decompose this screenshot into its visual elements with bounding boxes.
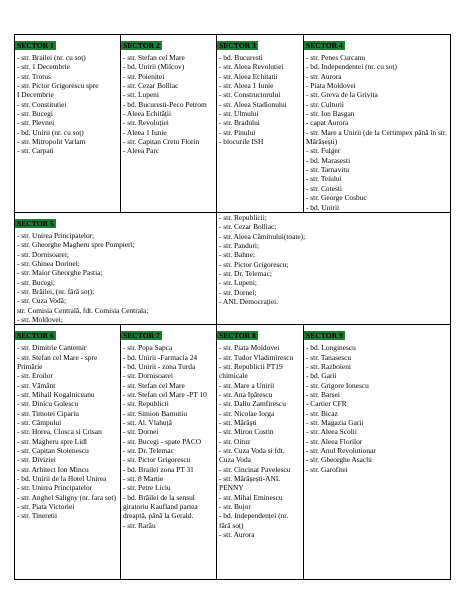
street-item: - str. Rarău [123, 520, 156, 530]
street-item: - str. Aleea Căminului(toate); [219, 231, 306, 241]
street-item: - str. Câmpului [17, 418, 62, 428]
street-item: - str. Aurora [219, 530, 255, 540]
street-item: - str. Anghel Saligny (nr. fara sot) [17, 492, 116, 502]
street-item: - str. Fulger [306, 146, 341, 156]
street-item: - str. Gheorghe Asachi [306, 455, 372, 465]
street-item: - str. Ion Basgan [306, 109, 355, 119]
street-item: - str. Daliu Zamfirescu [219, 399, 286, 409]
street-item: - str. Dr. Telemac; [219, 268, 272, 278]
table-row [15, 35, 451, 213]
street-item: - str. Garofitei [306, 464, 348, 474]
street-item: - str. Dornisoarei; [17, 249, 69, 259]
street-item: - str. George Cosbuc [306, 193, 367, 203]
street-item: - str. Maior Gheorghe Pastia; [17, 268, 103, 278]
street-item: - str. Plevnei [17, 118, 55, 128]
street-item: - str. Dornei; [219, 287, 257, 297]
street-item: - str. Greva de la Grivita [306, 90, 378, 100]
street-item: - str. Aleea Florilor [306, 436, 363, 446]
street-item: - str. Republicii PT19 chimicale [219, 361, 283, 381]
street-item: - str. Constructorului [219, 90, 281, 100]
street-item: - str. Brăilei, (nr. fără soț); [17, 286, 95, 296]
street-item: - str. Carpati [17, 146, 54, 156]
street-item: - str. Popa Sapca [123, 343, 173, 353]
street-item: - bd. Marasesti [306, 155, 351, 165]
street-item: - bd. Garii [306, 371, 337, 381]
street-item: - str. Pictor Grigorescu; [219, 259, 289, 269]
street-item: - ANL Democrației. [219, 296, 279, 306]
street-item: - Cartier CFR [306, 399, 347, 409]
street-item: - str. Capitan Stoienescu [17, 446, 89, 456]
street-item: - str. Mărășești-ANL PENNY [219, 474, 281, 493]
sector-4-cell [304, 35, 451, 213]
street-item: - str. Tarnavitu [306, 165, 350, 175]
street-item: - str. Aleea Stadionului [219, 99, 287, 109]
street-item: - bd. Independentei (nr. cu soț) [306, 62, 397, 72]
street-item: - bd. Unirii -Farmacia 24 [123, 352, 198, 362]
street-item: - str. Eroilor [17, 371, 53, 381]
street-item: - str. Cezar Bolliac; [219, 222, 277, 232]
street-item: - str. 1 Decembrie [17, 62, 70, 72]
street-item: - str. Ana Ipătescu [219, 390, 273, 399]
street-item: - str. Dr. Telemac [123, 446, 174, 456]
street-item: - str. Petre Liciu [123, 483, 171, 493]
street-item: - bd. Brăilei de la sensul giratoriu Kaufland partea dreaptă, până la Gerald. [123, 492, 198, 521]
street-item: - str. Penes Curcanu [306, 53, 366, 62]
street-item: - str. Miron Costin [219, 427, 274, 437]
street-item: - str. Bujor [219, 502, 251, 512]
street-item: - str. Bucegi; [17, 277, 55, 287]
street-list [304, 343, 450, 474]
sector-7-cell [121, 325, 217, 580]
street-item: - str. Bradului [219, 118, 260, 128]
street-item: - str. Moldovei; [17, 314, 63, 324]
street-item: - str. Ulmului [219, 109, 259, 119]
sector-8-cell [217, 325, 304, 580]
street-list [121, 53, 216, 156]
street-item: - str. Poienitei [123, 71, 165, 81]
sector-1-cell [15, 35, 121, 213]
street-item: - str. Culturii [306, 99, 344, 109]
street-item: - str. Bucegi - spate PACO [123, 436, 202, 446]
street-list [15, 343, 120, 521]
street-item: - str. Aleea Revolutiei [219, 62, 284, 72]
street-item: - str. Razboieni [306, 361, 351, 371]
street-item: - str. Unirea Principatelor [17, 483, 93, 493]
street-item: - str. Mihail Kogalniceanu [17, 390, 95, 399]
street-item: - str. Panduri; [219, 240, 260, 250]
street-item: - str. Arhitect Ion Mincu [17, 464, 89, 474]
street-item: - str. Aleea 1 Iunie [219, 81, 274, 91]
street-item: - Aleea 1 Iunie [123, 127, 167, 137]
street-item: - str. Gheorghe Magheru spre Pompieri; [17, 240, 135, 250]
street-item: - str. Stefan cel Mare [123, 53, 185, 62]
street-item: - bd. Unirii [306, 202, 340, 212]
street-item: - str. Mare a Unirii [219, 380, 275, 390]
sector-title: SECTOR 4 [306, 41, 343, 50]
sector-9-cell [304, 325, 451, 580]
street-list [217, 53, 303, 146]
street-item: - str. Timotei Cipariu [17, 408, 80, 418]
sector-title: SECTOR 3 [219, 41, 256, 50]
street-item: - str. Simion Barnutiu [123, 408, 188, 418]
street-item: - str. Cuza Vodă; [17, 296, 66, 306]
sector-6-cell [15, 325, 121, 580]
street-item: - str. Stefan cel Mare [123, 380, 185, 390]
street-item: - str. 8 Martie [123, 474, 164, 484]
street-item: - str. Vământ [17, 380, 56, 390]
street-item: - bd. Unirii (Milcov) [123, 62, 185, 72]
street-item: - str. Magheru spre Lidl [17, 436, 87, 446]
street-item: - str. Bahne; [219, 250, 255, 260]
street-item: - str. Nicolae Iorga [219, 408, 275, 418]
street-item: - str. Pinului [219, 127, 256, 137]
street-item: - str. Anul Revolutionar [306, 446, 376, 456]
street-item: - str. Piata Moldovei [219, 343, 280, 353]
street-item: - str. Lupeni [123, 90, 159, 100]
street-item: - str. Trotus [17, 71, 51, 81]
street-item: - bd. Brailei zona PT 31 [123, 464, 194, 474]
sector-title: SECTOR 7 [123, 331, 160, 341]
street-item: str. Comisia Centrală, fdt. Comisia Centrala; [17, 305, 149, 315]
street-item: - str. Bicaz [306, 408, 338, 418]
street-item: - str. Pictor Grigorescu spre [17, 81, 99, 91]
street-item: - str. Aleea Scolii [306, 427, 357, 437]
sector-title: SECTOR 8 [219, 331, 256, 341]
street-item: - str. Dimitrie Cantemir [17, 343, 87, 353]
street-item: - Aleea Parc [123, 146, 160, 156]
street-item: - str. Stefan cel Mare -PT 10 [123, 390, 207, 399]
street-item: I Decembrie [17, 90, 54, 100]
street-item: - str. Republicii; [219, 212, 267, 222]
street-item: - str. Republicii [123, 399, 169, 409]
street-item: - str. Mihai Eminescu [219, 492, 283, 502]
street-item: - Piata Moldovei [306, 81, 356, 91]
street-list [15, 231, 216, 324]
street-item: - str. Unirea Principatelor; [17, 230, 95, 240]
street-item: - str. Pictor Grigorescu [123, 455, 191, 465]
table-row [15, 325, 451, 580]
street-item: - str. Mărăști [219, 418, 257, 428]
street-item: - str. Barsei [306, 390, 340, 399]
street-item: - str. Bucegi [17, 109, 53, 119]
street-item: - str. Oituz [219, 436, 251, 446]
street-item: - bd. Unirii (nr. cu soț) [17, 127, 84, 137]
sector-title: SECTOR 1 [17, 41, 54, 50]
street-item: - str. Lupeni; [219, 278, 257, 288]
street-item: - str. Tudor Vladimirescu [219, 352, 294, 362]
street-item: - str. Aurora [306, 71, 342, 81]
street-item: - str. Brailei (nr. cu soț) [17, 53, 86, 62]
sectors-table [14, 34, 451, 580]
street-item: - bd. Unirii de la Hotel Unirea [17, 474, 107, 484]
street-list [304, 53, 450, 212]
street-item: - str. Aleea Echitatii [219, 71, 278, 81]
street-item: - str. Dinicu Golescu [17, 399, 79, 409]
street-item: - bd. Bucuresti-Peco Petrom [123, 99, 207, 109]
street-item: - str. Stefan cel Mare - spre [17, 352, 98, 362]
street-item: - str. Teiului [306, 174, 342, 184]
street-item: - str. Mitropolit Varlam [17, 137, 86, 147]
street-item: - str. Dornei [123, 427, 159, 437]
street-item: - str. Ghinea Dorinel; [17, 258, 80, 268]
street-item: - str. Dornisoarei [123, 371, 173, 381]
sector-title: SECTOR 9 [306, 331, 343, 341]
sector-3-cell [217, 35, 304, 213]
street-item: - str. Cuza Voda si fdt. Cuza Voda [219, 446, 285, 465]
street-list [15, 53, 120, 156]
sector-title: SECTOR 6 [17, 331, 54, 341]
street-item: - str. Cotesti [306, 183, 342, 193]
sector-title: SECTOR 5 [17, 218, 54, 228]
street-item: - str. Piata Victoriei [17, 502, 75, 512]
street-item: - capat Aurora [306, 118, 349, 128]
sectors-grid [14, 34, 451, 580]
sector-5-left-cell [15, 212, 217, 324]
street-item: - str. Al. Vlahuță [123, 418, 172, 428]
street-list [217, 343, 303, 539]
street-item: Primărie [17, 361, 43, 371]
street-item: - bd. Independenței (nr. fără soț) [219, 511, 289, 530]
street-item: - str. Capitan Cretu Florin [123, 137, 200, 147]
street-item: - bd. Bucuresti [219, 53, 263, 62]
street-item: - bd. Longinescu [306, 343, 356, 353]
street-item: - Aleea Echității [123, 109, 172, 119]
sector-title: SECTOR 2 [123, 41, 160, 50]
sector-2-cell [121, 35, 217, 213]
street-item: - blocurile ISH [219, 137, 264, 147]
street-item: - str. Constitutiei [17, 99, 67, 109]
street-item: - str. Diviziei [17, 455, 56, 465]
street-item: - str. Magazia Garii [306, 418, 364, 428]
street-item: - bd. Unirii - zona Turda [123, 361, 196, 371]
street-item: - str. Tineretii [17, 511, 58, 521]
street-item: - str. Mare a Unirii (de la Certimpex până în str. Mărășești) [306, 127, 447, 147]
sector-5-right-cell [217, 212, 451, 324]
street-list [121, 343, 216, 530]
street-item: - str. Tanasescu [306, 352, 352, 362]
street-list [217, 213, 450, 306]
street-item: - str. Horea, Closca si Crisan [17, 427, 102, 437]
table-row [15, 212, 451, 324]
street-item: - str. Cezar Bolliac [123, 81, 179, 91]
street-item: - str. Revoluției [123, 118, 169, 128]
street-item: - str. Cincinat Pavelescu [219, 464, 291, 474]
street-item: - str. Grigore Ionescu [306, 380, 369, 390]
